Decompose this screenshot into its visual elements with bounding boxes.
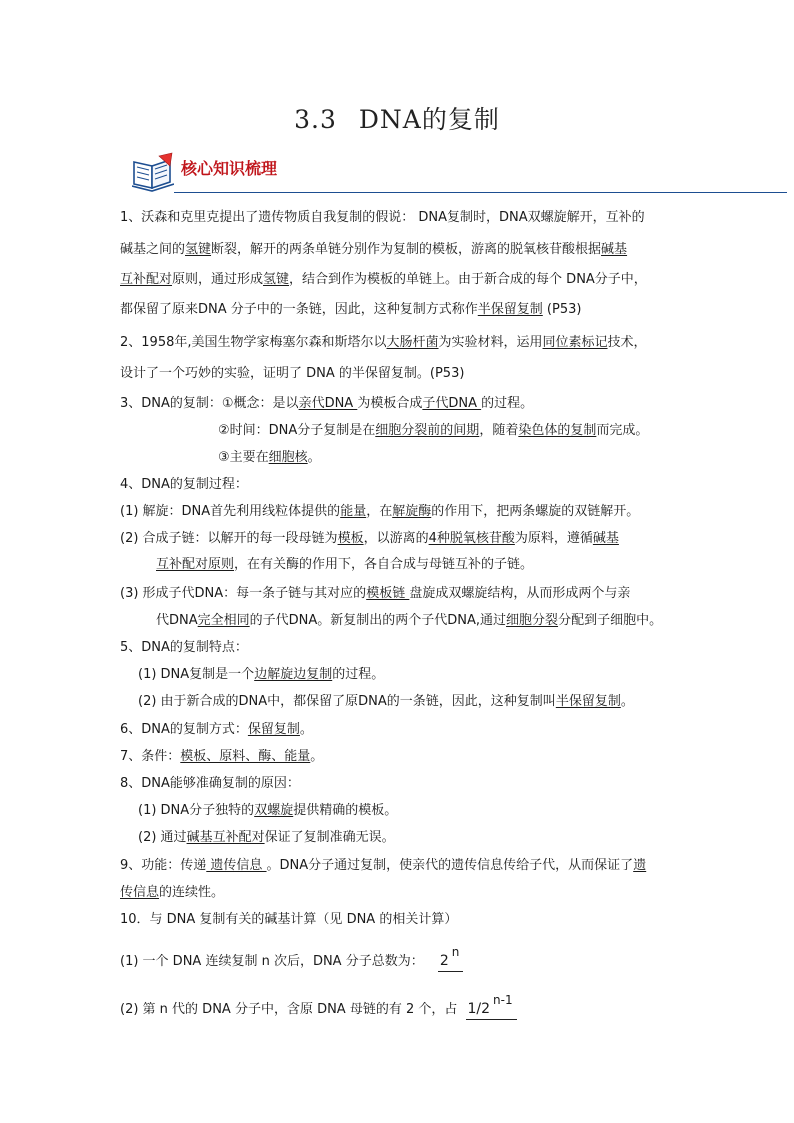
answer-base: 2	[439, 953, 449, 969]
underlined-term: 遗传信息	[206, 858, 267, 873]
text: 5、DNA的复制特点：	[120, 640, 248, 655]
text: (1) DNA分子独特的	[138, 803, 255, 818]
item-10-point-1	[120, 945, 463, 972]
text: (1) 一个 DNA 连续复制 n 次后，DNA 分子总数为：	[120, 954, 424, 969]
item-5-heading	[120, 639, 248, 657]
text: 的子代DNA。新复制出的两个子代DNA,通过	[249, 613, 507, 628]
answer-exponent: n-1	[493, 993, 513, 1007]
text: 的过程。	[332, 667, 385, 682]
text: 保证了复制准确无误。	[264, 830, 395, 845]
underlined-term: 保留复制	[247, 722, 300, 737]
underlined-term: 碱基	[592, 531, 619, 546]
underlined-term: 传信息	[120, 885, 160, 900]
underlined-term: 子代DNA	[422, 396, 482, 411]
open-book-icon	[132, 152, 174, 192]
text: 9、功能：传递	[120, 858, 207, 873]
text: 断裂，解开的两条单链分别作为复制的模板，游离的脱氧核苷酸根据	[211, 242, 602, 257]
underlined-term: 大肠杆菌	[386, 335, 439, 350]
item-4-step-2-line-1	[120, 530, 619, 548]
item-8-point-2	[138, 829, 395, 847]
text: 的连续性。	[159, 885, 225, 900]
text: (1) DNA复制是一个	[138, 667, 255, 682]
item-4-heading	[120, 476, 248, 494]
item-4-step-3-line-2	[156, 612, 662, 630]
text: 10．与 DNA 复制有关的碱基计算（见 DNA 的相关计算）	[120, 912, 458, 927]
text: 都保留了原来DNA 分子中的一条链，因此，这种复制方式称作	[120, 302, 478, 317]
text: 2、1958年,美国生物学家梅塞尔森和斯塔尔以	[120, 335, 387, 350]
underlined-term: 细胞分裂前的间期	[375, 423, 480, 438]
text: 原则，通过形成	[172, 272, 264, 287]
text: 8、DNA能够准确复制的原因：	[120, 776, 300, 791]
answer-blank-1	[438, 945, 464, 972]
item-1-line-4	[120, 301, 581, 319]
text: ③主要在	[218, 450, 269, 465]
section-header	[132, 148, 787, 196]
text: (P53)	[542, 302, 582, 317]
underlined-term: 染色体的复制	[518, 423, 597, 438]
text: ，在	[366, 504, 393, 519]
text: 的过程。	[481, 396, 534, 411]
underlined-term: 双螺旋	[254, 803, 294, 818]
underlined-term: 互补配对原则	[156, 557, 235, 572]
text: DNA复制时，DNA双螺旋解开，互补的	[414, 210, 645, 225]
item-6	[120, 721, 313, 739]
text: 提供精确的模板。	[293, 803, 398, 818]
text: ，以游离的	[363, 531, 429, 546]
item-1-line-3	[120, 271, 647, 289]
item-8-point-1	[138, 802, 397, 820]
item-2-line-1	[120, 334, 647, 352]
underlined-term: 能量	[340, 504, 367, 519]
underlined-term: 细胞分裂	[506, 613, 559, 628]
text: 分配到子细胞中。	[558, 613, 663, 628]
text: 代DNA	[156, 613, 198, 628]
underlined-term: 完全相同	[197, 613, 250, 628]
text: (2) 由于新合成的DNA中，都保留了原DNA的一条链，因此，这种复制叫	[138, 694, 556, 709]
underlined-term: 氢键	[263, 272, 290, 287]
item-2-line-2	[120, 365, 464, 383]
text: (2) 第 n 代的 DNA 分子中，含原 DNA 母链的有 2 个，占	[120, 1002, 458, 1017]
underlined-term: 半保留复制	[555, 694, 621, 709]
underlined-term: 同位素标记	[542, 335, 608, 350]
item-9-line-1	[120, 857, 646, 875]
underlined-term: 亲代DNA	[298, 396, 358, 411]
text: ，随着	[479, 423, 519, 438]
item-3-line-1	[120, 395, 533, 413]
answer-base: 1/2	[467, 1001, 491, 1017]
underlined-term: 4种脱氧核苷酸	[428, 531, 515, 546]
text: 盘旋成双螺旋结构，从而形成两个与亲	[409, 586, 631, 601]
underlined-term: 解旋酶	[392, 504, 432, 519]
underlined-term: 半保留复制	[477, 302, 543, 317]
text: (3) 形成子代DNA：每一条子链与其对应的	[120, 586, 367, 601]
underlined-term: 氢键	[185, 242, 212, 257]
underlined-term: 碱基	[601, 242, 628, 257]
underlined-term: 互补配对	[120, 272, 173, 287]
text: 碱基之间的	[120, 242, 186, 257]
item-3-line-3	[218, 449, 321, 467]
text: 。	[310, 749, 324, 764]
text: ，在有关酶的作用下，各自合成与母链互补的子链。	[234, 557, 534, 572]
text: 。	[620, 694, 634, 709]
item-10-point-2	[120, 993, 517, 1020]
text: (2) 合成子链：以解开的每一段母链为	[120, 531, 338, 546]
underlined-term: 边解旋边复制	[254, 667, 333, 682]
text: 设计了一个巧妙的实验，证明了 DNA 的半保留复制。(P53)	[120, 366, 465, 381]
text: 技术，	[607, 335, 647, 350]
answer-exponent: n	[451, 945, 460, 959]
item-1-line-2	[120, 241, 627, 259]
item-5-point-1	[138, 666, 384, 684]
underlined-term: 模板链	[366, 586, 410, 601]
underlined-term: 细胞核	[268, 450, 308, 465]
text: 为实验材料，运用	[438, 335, 543, 350]
text: 7、条件：	[120, 749, 181, 764]
item-4-step-2-line-2	[156, 556, 533, 574]
text: 。	[307, 450, 321, 465]
section-header-label: 核心知识梳理	[181, 159, 278, 178]
item-10-heading	[120, 911, 457, 929]
text: 的作用下，把两条螺旋的双链解开。	[431, 504, 640, 519]
underlined-term: 模板、原料、酶、能量	[180, 749, 311, 764]
item-3-line-2	[218, 422, 648, 440]
item-1-line-1	[120, 209, 645, 227]
answer-blank-2	[466, 993, 517, 1020]
text: ，结合到作为模板的单链上。由于新合成的每个 DNA分子中，	[289, 272, 647, 287]
text: 4、DNA的复制过程：	[120, 477, 248, 492]
item-9-line-2	[120, 884, 224, 902]
text: 为原料，遵循	[514, 531, 593, 546]
item-5-point-2	[138, 693, 634, 711]
text: 。DNA分子通过复制，使亲代的遗传信息传给子代，从而保证了	[266, 858, 634, 873]
text: 3、DNA的复制：①概念：是以	[120, 396, 299, 411]
underlined-term: 碱基互补配对	[186, 830, 265, 845]
text: 而完成。	[596, 423, 649, 438]
item-4-step-1	[120, 503, 639, 521]
item-7	[120, 748, 323, 766]
text: 。	[299, 722, 313, 737]
text: 6、DNA的复制方式：	[120, 722, 248, 737]
item-8-heading	[120, 775, 300, 793]
title-text: DNA的复制	[358, 105, 500, 134]
text: ②时间：DNA分子复制是在	[218, 423, 376, 438]
text: (2) 通过	[138, 830, 187, 845]
page-title	[0, 100, 794, 136]
header-divider	[174, 192, 787, 193]
item-4-step-3-line-1	[120, 585, 630, 603]
text: 1、沃森和克里克提出了遗传物质自我复制的假说：	[120, 210, 415, 225]
text: 为模板合成	[357, 396, 423, 411]
underlined-term: 模板	[337, 531, 364, 546]
underlined-term: 遗	[633, 858, 647, 873]
title-number: 3.3	[294, 105, 337, 134]
text: (1) 解旋：DNA首先利用线粒体提供的	[120, 504, 341, 519]
